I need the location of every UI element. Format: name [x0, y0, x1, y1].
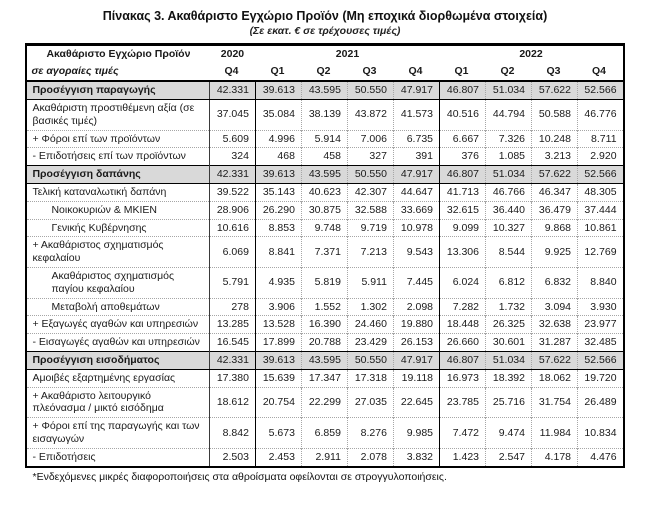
row-label: Προσέγγιση εισοδήματος	[26, 352, 209, 370]
cell-value: 9.748	[301, 219, 347, 237]
cell-value: 48.305	[578, 184, 624, 202]
cell-value: 7.006	[347, 130, 393, 148]
cell-value: 25.716	[486, 387, 532, 418]
table-body	[26, 81, 623, 466]
cell-value: 50.550	[347, 166, 393, 184]
cell-value: 327	[347, 148, 393, 166]
cell-value: 41.573	[393, 100, 439, 131]
cell-value: 43.595	[301, 166, 347, 184]
cell-value: 391	[393, 148, 439, 166]
cell-value: 10.978	[393, 219, 439, 237]
year-row	[26, 45, 623, 64]
row-label: - Επιδοτήσεις επί των προϊόντων	[26, 148, 209, 166]
row-label: + Φόροι επί των προϊόντων	[26, 130, 209, 148]
cell-value: 17.318	[347, 369, 393, 387]
cell-value: 46.807	[440, 166, 486, 184]
cell-value: 50.550	[347, 81, 393, 99]
cell-value: 3.832	[393, 448, 439, 466]
cell-value: 51.034	[486, 166, 532, 184]
cell-value: 13.528	[255, 316, 301, 334]
cell-value: 1.423	[440, 448, 486, 466]
cell-value: 57.622	[532, 81, 578, 99]
row-label: Ακαθάριστος σχηματισμός παγίου κεφαλαίου	[26, 268, 209, 299]
year-header: 2021	[255, 45, 439, 64]
cell-value: 51.034	[486, 81, 532, 99]
gdp-table	[25, 43, 624, 468]
cell-value: 4.935	[255, 268, 301, 299]
cell-value: 44.794	[486, 100, 532, 131]
cell-value: 18.612	[209, 387, 255, 418]
cell-value: 17.899	[255, 334, 301, 352]
cell-value: 18.448	[440, 316, 486, 334]
cell-value: 26.489	[578, 387, 624, 418]
quarter-header: Q4	[209, 63, 255, 81]
cell-value: 468	[255, 148, 301, 166]
cell-value: 4.996	[255, 130, 301, 148]
cell-value: 6.812	[486, 268, 532, 299]
cell-value: 2.911	[301, 448, 347, 466]
cell-value: 10.861	[578, 219, 624, 237]
cell-value: 32.485	[578, 334, 624, 352]
table-header	[26, 45, 623, 82]
cell-value: 324	[209, 148, 255, 166]
cell-value: 38.139	[301, 100, 347, 131]
cell-value: 6.024	[440, 268, 486, 299]
cell-value: 5.609	[209, 130, 255, 148]
cell-value: 16.390	[301, 316, 347, 334]
table-row	[26, 219, 623, 237]
cell-value: 39.613	[255, 81, 301, 99]
quarter-header: Q4	[578, 63, 624, 81]
cell-value: 376	[440, 148, 486, 166]
cell-value: 8.711	[578, 130, 624, 148]
quarter-header: Q3	[347, 63, 393, 81]
cell-value: 16.545	[209, 334, 255, 352]
cell-value: 30.601	[486, 334, 532, 352]
cell-value: 15.639	[255, 369, 301, 387]
cell-value: 8.853	[255, 219, 301, 237]
table-row	[26, 184, 623, 202]
cell-value: 9.925	[532, 237, 578, 268]
quarter-row	[26, 63, 623, 81]
cell-value: 10.327	[486, 219, 532, 237]
row-label: + Φόροι επί της παραγωγής και των εισαγωγών	[26, 418, 209, 449]
cell-value: 36.479	[532, 201, 578, 219]
cell-value: 47.917	[393, 352, 439, 370]
cell-value: 2.098	[393, 298, 439, 316]
cell-value: 18.062	[532, 369, 578, 387]
row-label: + Ακαθάριστος σχηματισμός κεφαλαίου	[26, 237, 209, 268]
table-row	[26, 166, 623, 184]
cell-value: 5.914	[301, 130, 347, 148]
cell-value: 26.660	[440, 334, 486, 352]
row-label: Γενικής Κυβέρνησης	[26, 219, 209, 237]
table-row	[26, 201, 623, 219]
cell-value: 40.623	[301, 184, 347, 202]
cell-value: 1.085	[486, 148, 532, 166]
cell-value: 13.306	[440, 237, 486, 268]
row-label: - Επιδοτήσεις	[26, 448, 209, 466]
cell-value: 8.841	[255, 237, 301, 268]
row-label: Ακαθάριστη προστιθέμενη αξία (σε βασικές τιμές)	[26, 100, 209, 131]
cell-value: 24.460	[347, 316, 393, 334]
cell-value: 42.331	[209, 166, 255, 184]
cell-value: 32.615	[440, 201, 486, 219]
row-label: Τελική καταναλωτική δαπάνη	[26, 184, 209, 202]
cell-value: 40.516	[440, 100, 486, 131]
cell-value: 44.647	[393, 184, 439, 202]
cell-value: 43.872	[347, 100, 393, 131]
corner-subtitle: σε αγοραίες τιμές	[26, 63, 209, 81]
cell-value: 42.331	[209, 352, 255, 370]
cell-value: 37.444	[578, 201, 624, 219]
row-label: Προσέγγιση δαπάνης	[26, 166, 209, 184]
cell-value: 7.213	[347, 237, 393, 268]
cell-value: 27.035	[347, 387, 393, 418]
cell-value: 18.392	[486, 369, 532, 387]
cell-value: 43.595	[301, 352, 347, 370]
cell-value: 3.906	[255, 298, 301, 316]
cell-value: 4.476	[578, 448, 624, 466]
cell-value: 23.429	[347, 334, 393, 352]
cell-value: 8.842	[209, 418, 255, 449]
cell-value: 10.248	[532, 130, 578, 148]
quarter-header: Q3	[532, 63, 578, 81]
cell-value: 37.045	[209, 100, 255, 131]
table-row	[26, 352, 623, 370]
cell-value: 7.282	[440, 298, 486, 316]
quarter-header: Q4	[393, 63, 439, 81]
cell-value: 46.776	[578, 100, 624, 131]
cell-value: 26.325	[486, 316, 532, 334]
cell-value: 5.791	[209, 268, 255, 299]
cell-value: 32.638	[532, 316, 578, 334]
cell-value: 57.622	[532, 166, 578, 184]
cell-value: 9.868	[532, 219, 578, 237]
cell-value: 57.622	[532, 352, 578, 370]
cell-value: 43.595	[301, 81, 347, 99]
row-label: + Εξαγωγές αγαθών και υπηρεσιών	[26, 316, 209, 334]
quarter-header: Q1	[255, 63, 301, 81]
cell-value: 46.807	[440, 352, 486, 370]
row-label: - Εισαγωγές αγαθών και υπηρεσιών	[26, 334, 209, 352]
table-row	[26, 418, 623, 449]
cell-value: 6.859	[301, 418, 347, 449]
cell-value: 2.453	[255, 448, 301, 466]
cell-value: 32.588	[347, 201, 393, 219]
cell-value: 5.673	[255, 418, 301, 449]
cell-value: 2.547	[486, 448, 532, 466]
cell-value: 23.785	[440, 387, 486, 418]
cell-value: 11.984	[532, 418, 578, 449]
cell-value: 4.178	[532, 448, 578, 466]
cell-value: 19.720	[578, 369, 624, 387]
cell-value: 6.832	[532, 268, 578, 299]
cell-value: 9.474	[486, 418, 532, 449]
table-row	[26, 148, 623, 166]
cell-value: 39.613	[255, 352, 301, 370]
cell-value: 278	[209, 298, 255, 316]
cell-value: 41.713	[440, 184, 486, 202]
table-row	[26, 448, 623, 466]
year-header: 2020	[209, 45, 255, 64]
cell-value: 2.503	[209, 448, 255, 466]
cell-value: 7.472	[440, 418, 486, 449]
cell-value: 7.445	[393, 268, 439, 299]
cell-value: 7.371	[301, 237, 347, 268]
cell-value: 26.290	[255, 201, 301, 219]
table-row	[26, 316, 623, 334]
footnote: *Ενδεχόμενες μικρές διαφοροποιήσεις στα αθροίσματα οφείλονται σε στρογγυλοποιήσεις.	[32, 470, 447, 483]
cell-value: 31.287	[532, 334, 578, 352]
cell-value: 52.566	[578, 81, 624, 99]
cell-value: 30.875	[301, 201, 347, 219]
cell-value: 2.078	[347, 448, 393, 466]
cell-value: 9.099	[440, 219, 486, 237]
cell-value: 31.754	[532, 387, 578, 418]
cell-value: 47.917	[393, 81, 439, 99]
cell-value: 50.588	[532, 100, 578, 131]
cell-value: 458	[301, 148, 347, 166]
cell-value: 6.069	[209, 237, 255, 268]
quarter-header: Q1	[440, 63, 486, 81]
cell-value: 8.544	[486, 237, 532, 268]
cell-value: 13.285	[209, 316, 255, 334]
cell-value: 12.769	[578, 237, 624, 268]
cell-value: 20.754	[255, 387, 301, 418]
table-row	[26, 298, 623, 316]
table-row	[26, 369, 623, 387]
corner-title: Ακαθάριστο Εγχώριο Προϊόν	[26, 45, 209, 64]
cell-value: 19.118	[393, 369, 439, 387]
cell-value: 20.788	[301, 334, 347, 352]
row-label: Αμοιβές εξαρτημένης εργασίας	[26, 369, 209, 387]
table-row	[26, 100, 623, 131]
page-subtitle: (Σε εκατ. € σε τρέχουσες τιμές)	[249, 25, 401, 37]
cell-value: 3.094	[532, 298, 578, 316]
cell-value: 36.440	[486, 201, 532, 219]
cell-value: 22.299	[301, 387, 347, 418]
cell-value: 35.084	[255, 100, 301, 131]
cell-value: 3.930	[578, 298, 624, 316]
cell-value: 17.380	[209, 369, 255, 387]
row-label: Μεταβολή αποθεμάτων	[26, 298, 209, 316]
cell-value: 22.645	[393, 387, 439, 418]
cell-value: 46.347	[532, 184, 578, 202]
cell-value: 6.735	[393, 130, 439, 148]
cell-value: 8.840	[578, 268, 624, 299]
cell-value: 52.566	[578, 166, 624, 184]
cell-value: 8.276	[347, 418, 393, 449]
cell-value: 7.326	[486, 130, 532, 148]
cell-value: 47.917	[393, 166, 439, 184]
cell-value: 46.807	[440, 81, 486, 99]
cell-value: 10.834	[578, 418, 624, 449]
page-title: Πίνακας 3. Ακαθάριστο Εγχώριο Προϊόν (Μη εποχικά διορθωμένα στοιχεία)	[102, 9, 548, 23]
cell-value: 2.920	[578, 148, 624, 166]
cell-value: 1.732	[486, 298, 532, 316]
table-row	[26, 130, 623, 148]
table-row	[26, 81, 623, 99]
year-header: 2022	[440, 45, 624, 64]
cell-value: 26.153	[393, 334, 439, 352]
cell-value: 9.985	[393, 418, 439, 449]
table-row	[26, 237, 623, 268]
quarter-header: Q2	[486, 63, 532, 81]
cell-value: 42.331	[209, 81, 255, 99]
cell-value: 9.543	[393, 237, 439, 268]
row-label: Προσέγγιση παραγωγής	[26, 81, 209, 99]
cell-value: 16.973	[440, 369, 486, 387]
cell-value: 6.667	[440, 130, 486, 148]
cell-value: 19.880	[393, 316, 439, 334]
cell-value: 5.819	[301, 268, 347, 299]
row-label: + Ακαθάριστο λειτουργικό πλεόνασμα / μικτό εισόδημα	[26, 387, 209, 418]
cell-value: 39.522	[209, 184, 255, 202]
quarter-header: Q2	[301, 63, 347, 81]
row-label: Νοικοκυριών & ΜΚΙΕΝ	[26, 201, 209, 219]
cell-value: 46.766	[486, 184, 532, 202]
table-row	[26, 268, 623, 299]
cell-value: 5.911	[347, 268, 393, 299]
cell-value: 23.977	[578, 316, 624, 334]
cell-value: 42.307	[347, 184, 393, 202]
table-row	[26, 387, 623, 418]
cell-value: 33.669	[393, 201, 439, 219]
cell-value: 1.302	[347, 298, 393, 316]
cell-value: 3.213	[532, 148, 578, 166]
cell-value: 52.566	[578, 352, 624, 370]
cell-value: 51.034	[486, 352, 532, 370]
cell-value: 28.906	[209, 201, 255, 219]
table-row	[26, 334, 623, 352]
cell-value: 50.550	[347, 352, 393, 370]
cell-value: 10.616	[209, 219, 255, 237]
cell-value: 9.719	[347, 219, 393, 237]
cell-value: 35.143	[255, 184, 301, 202]
cell-value: 39.613	[255, 166, 301, 184]
cell-value: 1.552	[301, 298, 347, 316]
cell-value: 17.347	[301, 369, 347, 387]
